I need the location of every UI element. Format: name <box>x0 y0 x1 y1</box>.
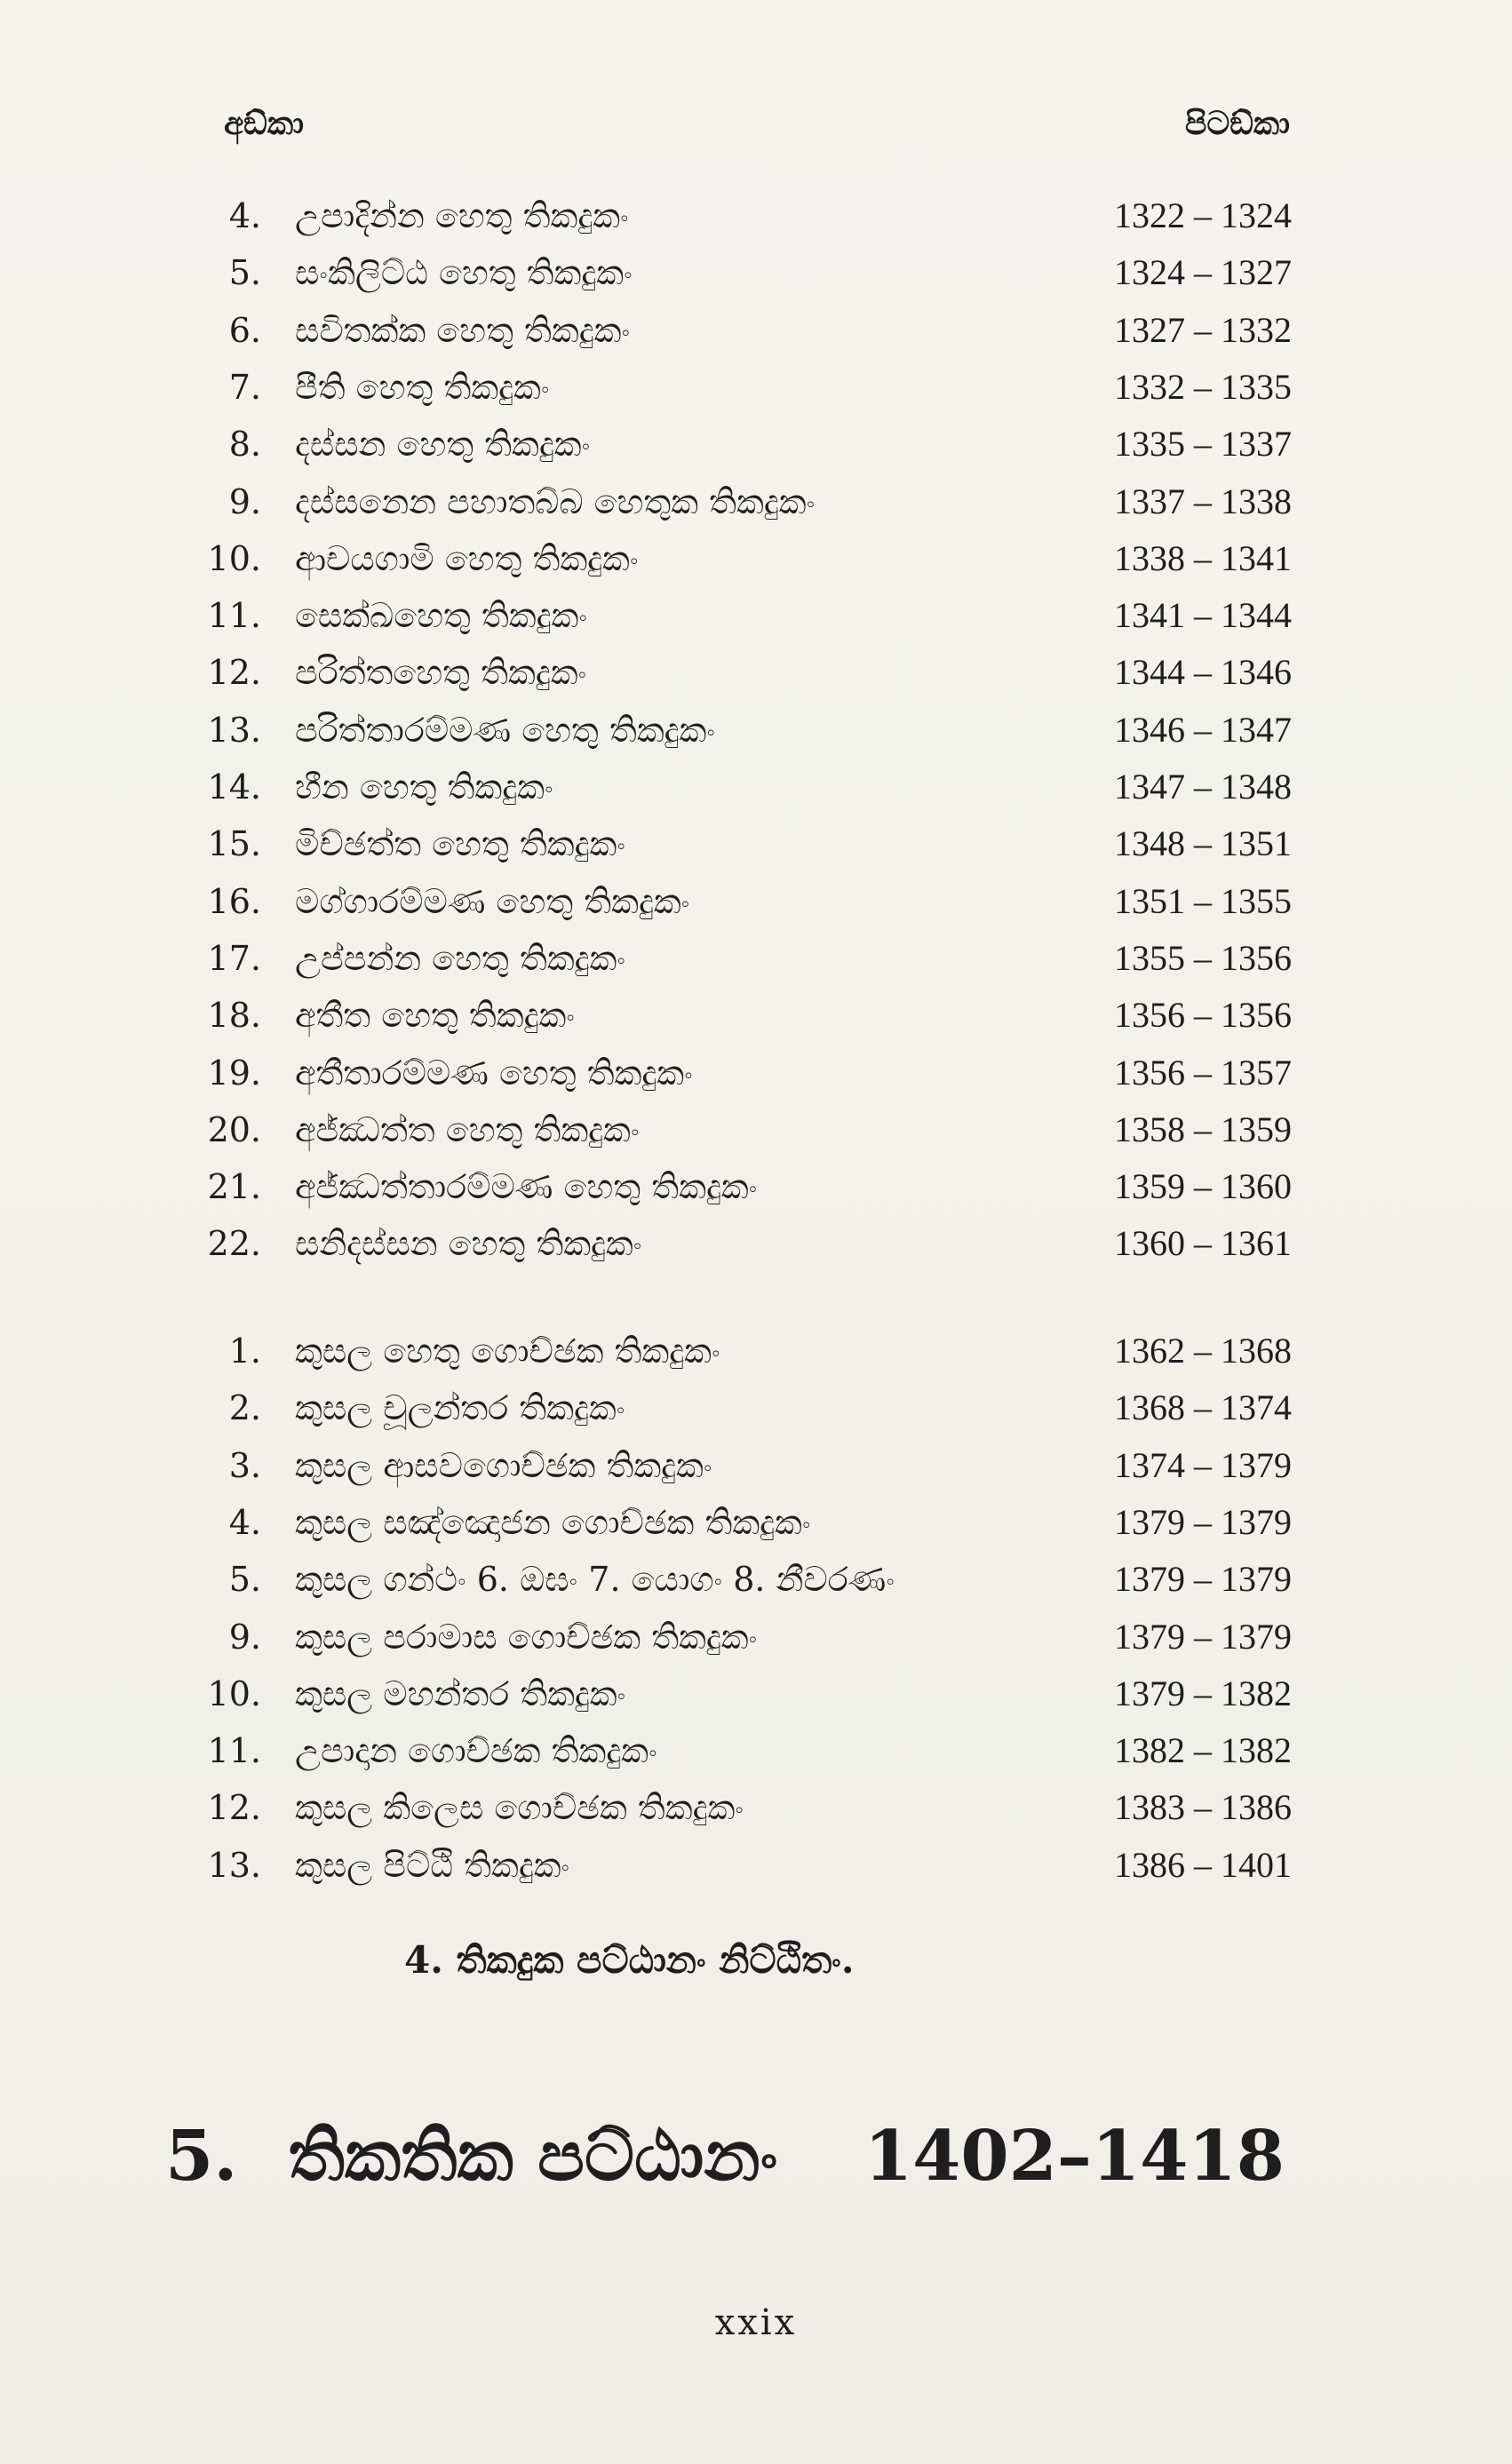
entry-number: 16. <box>207 881 261 921</box>
entry-pages: 1346 – 1347 <box>1114 709 1292 750</box>
entry-pages: 1348 – 1351 <box>1114 823 1292 864</box>
entry-pages: 1362 – 1368 <box>1114 1331 1292 1371</box>
entry-pages: 1368 – 1374 <box>1114 1387 1292 1428</box>
contents-entry <box>0 645 1512 700</box>
entry-number: 15. <box>207 824 261 864</box>
entry-title: පරිත්තාරම්මණ හෙතු තිකදුකං <box>295 710 716 750</box>
contents-entry <box>0 1666 1512 1721</box>
entry-pages: 1359 – 1360 <box>1114 1166 1292 1207</box>
entry-number: 10. <box>207 538 261 578</box>
entry-number: 9. <box>228 481 261 521</box>
entry-title: පීති හෙතු තිකදුකං <box>295 367 550 407</box>
entry-title: මිච්ඡත්ත හෙතු තිකදුකං <box>295 824 625 864</box>
entry-number: 14. <box>207 767 261 807</box>
entry-number: 11. <box>207 1731 261 1771</box>
entry-pages: 1356 – 1356 <box>1114 995 1292 1036</box>
entry-pages: 1379 – 1379 <box>1114 1501 1292 1542</box>
entry-title: කුසල පිට්ඨි තිකදුකං <box>295 1845 570 1885</box>
entry-number: 18. <box>207 996 261 1036</box>
entry-title: සංකිලිට්ඨ හෙතු තිකදුකං <box>295 253 633 293</box>
entry-number: 20. <box>207 1109 261 1149</box>
entry-number: 2. <box>228 1388 261 1428</box>
entry-pages: 1347 – 1348 <box>1114 767 1292 807</box>
entry-number: 21. <box>207 1167 261 1207</box>
entry-title: අතීත හෙතු තිකදුකං <box>295 996 576 1036</box>
entry-number: 11. <box>207 596 261 636</box>
contents-entry <box>0 1102 1512 1157</box>
contents-entry <box>0 1045 1512 1101</box>
contents-entry <box>0 1159 1512 1214</box>
column-header-pages: පිටඞ්කා <box>1184 105 1290 142</box>
entry-pages: 1386 – 1401 <box>1114 1844 1292 1885</box>
contents-entry <box>0 703 1512 758</box>
entry-title: සෙක්ඛහෙතු තිකදුකං <box>295 596 588 636</box>
entry-title: අතීතාරම්මණ හෙතු තිකදුකං <box>295 1053 693 1093</box>
entry-title: උපාදාන ගොච්ඡක තිකදුකං <box>295 1731 657 1771</box>
entry-number: 4. <box>228 1502 261 1542</box>
section-heading-title: තිකතික පට්ඨානං <box>288 2116 778 2197</box>
entry-number: 3. <box>228 1445 261 1485</box>
entry-title: පරිත්තහෙතු තිකදුකං <box>295 653 587 693</box>
contents-entry <box>0 1438 1512 1493</box>
entry-title: කුසල මහන්තර තිකදුකං <box>295 1673 626 1713</box>
entry-number: 4. <box>228 196 261 235</box>
contents-entry <box>0 588 1512 643</box>
entry-pages: 1327 – 1332 <box>1114 309 1292 350</box>
section-heading-number: 5. <box>165 2116 238 2197</box>
contents-entry <box>0 245 1512 300</box>
contents-entry <box>0 1552 1512 1607</box>
section-end-note: 4. තිකදුක පට්ඨානං නිට්ඨිතං. <box>404 1938 855 1982</box>
contents-entry <box>0 531 1512 586</box>
entry-title: දස්සනෙන පහාතබ්බ හෙතුක තිකදුකං <box>295 481 816 521</box>
entry-title: උපාදින්න හෙතු තිකදුකං <box>295 196 629 235</box>
entry-title: කුසල කිලෙස ගොච්ඡක තිකදුකං <box>295 1788 744 1828</box>
page-folio: xxix <box>714 2302 798 2343</box>
entry-number: 12. <box>207 653 261 693</box>
entry-title: උප්පන්න හෙතු තිකදුකං <box>295 938 626 978</box>
entry-pages: 1338 – 1341 <box>1114 537 1292 578</box>
entry-title: කුසල හෙතු ගොච්ඡක තිකදුකං <box>295 1331 720 1371</box>
section-heading-pages: 1402–1418 <box>863 2116 1285 2197</box>
entry-pages: 1332 – 1335 <box>1114 366 1292 407</box>
entry-title: කුසල ගන්ථං 6. ඔඝං 7. යොගං 8. නීවරණං <box>295 1560 895 1600</box>
entry-pages: 1322 – 1324 <box>1114 195 1292 235</box>
contents-entry <box>0 988 1512 1043</box>
entry-title: අජ්ඣත්ත හෙතු තිකදුකං <box>295 1109 640 1149</box>
entry-pages: 1356 – 1357 <box>1114 1052 1292 1093</box>
entry-pages: 1360 – 1361 <box>1114 1223 1292 1264</box>
entry-number: 13. <box>207 1845 261 1885</box>
entry-number: 22. <box>207 1224 261 1264</box>
contents-entry <box>0 417 1512 472</box>
entry-pages: 1374 – 1379 <box>1114 1444 1292 1485</box>
entry-number: 12. <box>207 1788 261 1828</box>
contents-entry <box>0 1780 1512 1835</box>
contents-entry <box>0 474 1512 529</box>
entry-number: 9. <box>228 1617 261 1657</box>
entry-pages: 1383 – 1386 <box>1114 1787 1292 1828</box>
entry-pages: 1344 – 1346 <box>1114 652 1292 693</box>
entry-number: 8. <box>228 425 261 465</box>
entry-pages: 1337 – 1338 <box>1114 481 1292 521</box>
contents-entry <box>0 1838 1512 1893</box>
entry-pages: 1324 – 1327 <box>1114 252 1292 293</box>
entry-number: 1. <box>228 1331 261 1371</box>
entry-pages: 1341 – 1344 <box>1114 595 1292 636</box>
entry-number: 13. <box>207 710 261 750</box>
contents-entry <box>0 874 1512 929</box>
entry-title: කුසල ආසවගොච්ඡක තිකදුකං <box>295 1445 712 1485</box>
entry-title: සවිතක්ක හෙතු තිකදුකං <box>295 310 631 350</box>
entry-title: කුසල සඤ්ඤොජන ගොච්ඡක තිකදුකං <box>295 1502 811 1542</box>
contents-entry <box>0 360 1512 415</box>
contents-entry <box>0 1495 1512 1550</box>
contents-entry <box>0 1610 1512 1665</box>
column-headers <box>0 105 1512 158</box>
entry-number: 7. <box>228 367 261 407</box>
contents-entry <box>0 931 1512 986</box>
contents-entry <box>0 759 1512 815</box>
entry-number: 6. <box>228 310 261 350</box>
entry-pages: 1351 – 1355 <box>1114 880 1292 921</box>
contents-entry <box>0 303 1512 358</box>
entry-number: 10. <box>207 1673 261 1713</box>
entry-pages: 1379 – 1379 <box>1114 1616 1292 1657</box>
entry-pages: 1379 – 1379 <box>1114 1559 1292 1600</box>
entry-pages: 1382 – 1382 <box>1114 1730 1292 1771</box>
contents-entry <box>0 1723 1512 1778</box>
entry-number: 19. <box>207 1053 261 1093</box>
section-heading <box>165 2112 1320 2201</box>
entry-pages: 1379 – 1382 <box>1114 1673 1292 1713</box>
entry-pages: 1355 – 1356 <box>1114 937 1292 978</box>
entry-title: දස්සන හෙතු තිකදුකං <box>295 425 591 465</box>
entry-title: හීන හෙතු තිකදුකං <box>295 767 553 807</box>
entry-title: සනිදස්සන හෙතු තිකදුකං <box>295 1224 642 1264</box>
entry-number: 17. <box>207 938 261 978</box>
entry-pages: 1358 – 1359 <box>1114 1109 1292 1149</box>
entry-title: අජ්ඣත්තාරම්මණ හෙතු තිකදුකං <box>295 1167 758 1207</box>
contents-entry <box>0 188 1512 243</box>
contents-entry <box>0 816 1512 871</box>
entry-number: 5. <box>228 253 261 293</box>
contents-entry <box>0 1216 1512 1271</box>
entry-title: මග්ගාරම්මණ හෙතු තිකදුකං <box>295 881 690 921</box>
contents-entry <box>0 1323 1512 1379</box>
entry-number: 5. <box>228 1560 261 1600</box>
entry-title: කුසල පරාමාස ගොච්ඡක තිකදුකං <box>295 1617 758 1657</box>
entry-title: කුසල චූලන්තර තිකදුකං <box>295 1388 625 1428</box>
column-header-number: අඞ්කා <box>224 105 304 142</box>
entry-title: ආචයගාමි හෙතු තිකදුකං <box>295 538 639 578</box>
contents-entry <box>0 1380 1512 1435</box>
entry-pages: 1335 – 1337 <box>1114 424 1292 465</box>
